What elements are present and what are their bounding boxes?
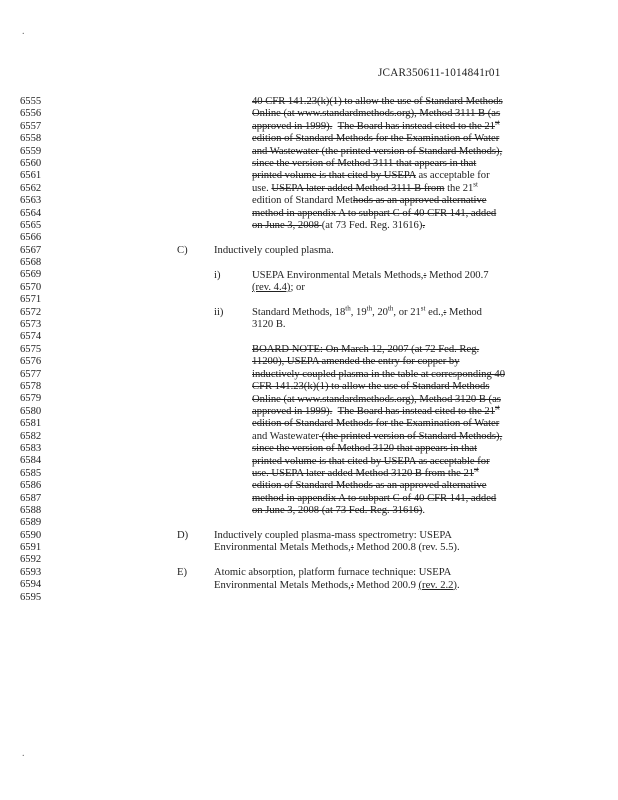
line-number: 6556 bbox=[20, 108, 42, 120]
line-number: 6555 bbox=[20, 96, 42, 107]
line-number: 6570 bbox=[20, 281, 42, 293]
note2-line bbox=[252, 344, 479, 356]
item-c-i-text: USEPA Environmental Metals Methods,: Method 200.7 bbox=[252, 269, 489, 281]
line-number: 6593 bbox=[20, 566, 42, 578]
kept-text: the 21 bbox=[444, 182, 474, 194]
line-number: 6582 bbox=[20, 430, 42, 442]
deleted-text: printed volume is that cited by USEPA bbox=[252, 170, 416, 182]
deleted-text: on June 3, 2008 bbox=[252, 220, 322, 231]
line-number: 6561 bbox=[20, 170, 42, 182]
item-e-text-cont: Environmental Metals Methods,: Method 200.9 (rev. 2.2). bbox=[214, 579, 460, 591]
line-number: 6578 bbox=[20, 380, 42, 392]
line-number: 6563 bbox=[20, 195, 42, 207]
note2-line bbox=[252, 381, 489, 393]
corner-mark-bottom: . bbox=[22, 748, 25, 759]
deleted-text: 11200), USEPA amended the entry for copper by bbox=[252, 356, 460, 368]
document-code: JCAR350611-1014841r01 bbox=[378, 67, 501, 79]
line-number: 6577 bbox=[20, 368, 42, 380]
deleted-text: method in appendix A to subpart C of 40 CFR 141, added bbox=[252, 492, 497, 504]
line-number-column bbox=[20, 96, 60, 604]
line-number: 6557 bbox=[20, 120, 42, 132]
line-number: 6592 bbox=[20, 554, 42, 566]
deleted-text: 40 CFR 141.23(k)(1) to allow the use of Standard Methods bbox=[252, 96, 503, 107]
deleted-text: approved in 1999). bbox=[252, 120, 333, 132]
line-number: 6586 bbox=[20, 480, 42, 492]
item-d-text-cont: Environmental Metals Methods,: Method 200.8 (rev. 5.5). bbox=[214, 542, 460, 554]
note1-line bbox=[252, 158, 476, 170]
line-number: 6558 bbox=[20, 133, 42, 145]
note1-line bbox=[252, 220, 425, 232]
line-number: 6571 bbox=[20, 294, 42, 306]
ordinal-suffix: st bbox=[495, 118, 500, 127]
line-number: 6590 bbox=[20, 529, 42, 541]
deleted-text: : bbox=[423, 269, 427, 281]
line-number: 6591 bbox=[20, 542, 42, 554]
note2-line bbox=[252, 456, 490, 468]
deleted-text: The Board has instead cited to the 21 bbox=[337, 406, 496, 417]
item-c-label: C) bbox=[177, 244, 188, 256]
line-number: 6568 bbox=[20, 257, 42, 269]
line-number: 6594 bbox=[20, 579, 42, 591]
deleted-text: printed volume is that cited by USEPA as acceptable for bbox=[252, 455, 490, 467]
note1-line bbox=[252, 208, 496, 220]
kept-text: (at 73 Fed. Reg. 31616) bbox=[321, 220, 423, 231]
deleted-text: (the printed version of Standard Methods), bbox=[318, 430, 503, 442]
line-number: 6573 bbox=[20, 319, 42, 331]
note2-line bbox=[252, 394, 501, 406]
note1-line bbox=[252, 118, 500, 133]
note1-line bbox=[252, 96, 503, 108]
deleted-text: CFR 141.23(k)(1) to allow the use of Standard Methods bbox=[252, 381, 490, 393]
item-d-label: D) bbox=[177, 530, 189, 541]
deleted-text: and Wastewater (the printed version of Standard Methods), bbox=[252, 145, 503, 157]
line-number: 6589 bbox=[20, 517, 42, 529]
deleted-text: : bbox=[350, 542, 354, 554]
note1-line bbox=[252, 146, 502, 158]
deleted-text: . bbox=[422, 220, 426, 231]
line-number: 6565 bbox=[20, 219, 42, 231]
deleted-text: : bbox=[350, 579, 354, 591]
item-e-label: E) bbox=[177, 567, 187, 579]
kept-text: edition of Standard Met bbox=[252, 195, 353, 207]
item-c-ii-text-cont: 3120 B. bbox=[252, 319, 286, 331]
deleted-text: use. USEPA later added Method 3120 B from the 21 bbox=[252, 468, 475, 479]
note2-line bbox=[252, 356, 460, 368]
line-number: 6572 bbox=[20, 306, 42, 318]
line-number: 6566 bbox=[20, 232, 42, 244]
note2-line bbox=[252, 369, 505, 381]
line-number: 6585 bbox=[20, 467, 42, 479]
note2-line bbox=[252, 418, 499, 430]
item-c-i-text-cont: (rev. 4.4); or bbox=[252, 282, 305, 293]
deleted-text: approved in 1999). bbox=[252, 406, 333, 417]
deleted-text: since the version of Method 3111 that appears in that bbox=[252, 158, 477, 169]
deleted-text: edition of Standard Methods bbox=[252, 480, 373, 492]
inserted-text: (rev. 4.4) bbox=[252, 282, 291, 293]
note2-line bbox=[252, 431, 502, 443]
line-number: 6562 bbox=[20, 182, 42, 194]
note1-line bbox=[252, 133, 499, 145]
line-number: 6576 bbox=[20, 356, 42, 368]
line-number: 6581 bbox=[20, 418, 42, 430]
line-number: 6595 bbox=[20, 591, 42, 603]
line-number: 6574 bbox=[20, 331, 42, 343]
deleted-text: Online (at www.standardmethods.org), Method 3111 B (as bbox=[252, 108, 501, 120]
line-number: 6567 bbox=[20, 244, 42, 256]
corner-mark-top: . bbox=[22, 26, 25, 37]
ordinal-suffix: st bbox=[495, 403, 500, 412]
line-number: 6583 bbox=[20, 442, 42, 454]
line-number: 6560 bbox=[20, 157, 42, 169]
deleted-text: edition of Standard Methods for the Examination of Water bbox=[252, 133, 500, 145]
item-c-ii-text: Standard Methods, 18th, 19th, 20th, or 21st ed.,: Method bbox=[252, 304, 482, 318]
note2-line bbox=[252, 465, 479, 480]
inserted-text: (rev. 2.2) bbox=[418, 579, 457, 591]
line-number: 6588 bbox=[20, 504, 42, 516]
line-number: 6569 bbox=[20, 269, 42, 281]
line-number: 6559 bbox=[20, 145, 42, 157]
note2-line bbox=[252, 480, 486, 492]
item-c-i-label: i) bbox=[214, 269, 221, 281]
deleted-text: edition of Standard Methods for the Examination of Water bbox=[252, 418, 500, 430]
note1-line bbox=[252, 170, 490, 182]
line-number: 6579 bbox=[20, 393, 42, 405]
deleted-text: hods as an approved alternative bbox=[352, 195, 487, 207]
note2-line bbox=[252, 493, 496, 505]
note1-line bbox=[252, 195, 486, 207]
deleted-text: : bbox=[443, 306, 447, 318]
deleted-text: since the version of Method 3120 that appears in that bbox=[252, 443, 478, 455]
deleted-text: BOARD NOTE: On March 12, 2007 (at 72 Fed. Reg. bbox=[252, 344, 480, 355]
note2-line bbox=[252, 403, 500, 418]
deleted-text: USEPA later added Method 3111 B from bbox=[271, 182, 445, 194]
item-e-text: Atomic absorption, platform furnace technique: USEPA bbox=[214, 567, 452, 579]
line-number: 6584 bbox=[20, 455, 42, 467]
note1-line bbox=[252, 180, 478, 195]
deleted-text: The Board has instead cited to the 21 bbox=[337, 120, 496, 132]
deleted-text: method in appendix A to subpart C of 40 CFR 141, added bbox=[252, 207, 497, 219]
kept-text: as acceptable for bbox=[415, 170, 490, 182]
deleted-text: Online (at www.standardmethods.org), Method 3120 B (as bbox=[252, 393, 501, 405]
ordinal-suffix: st bbox=[473, 180, 478, 189]
note1-line bbox=[252, 108, 500, 120]
line-number: 6575 bbox=[20, 343, 42, 355]
deleted-text: as an approved alternative bbox=[372, 480, 487, 492]
note2-line: on June 3, 2008 (at 73 Fed. Reg. 31616). bbox=[252, 505, 426, 517]
item-c-heading: Inductively coupled plasma. bbox=[214, 244, 334, 256]
kept-text: use. bbox=[252, 182, 272, 194]
deleted-text: on June 3, 2008 (at 73 Fed. Reg. 31616) bbox=[252, 505, 423, 517]
item-c-ii-label: ii) bbox=[214, 306, 224, 318]
line-number: 6564 bbox=[20, 207, 42, 219]
item-d-text: Inductively coupled plasma-mass spectrometry: USEPA bbox=[214, 530, 452, 541]
line-number: 6587 bbox=[20, 492, 42, 504]
kept-text: and Wastewater bbox=[252, 430, 319, 442]
line-number: 6580 bbox=[20, 405, 42, 417]
ordinal-suffix: st bbox=[474, 465, 479, 474]
deleted-text: inductively coupled plasma in the table at corresponding 40 bbox=[252, 368, 506, 380]
note2-line bbox=[252, 443, 477, 455]
